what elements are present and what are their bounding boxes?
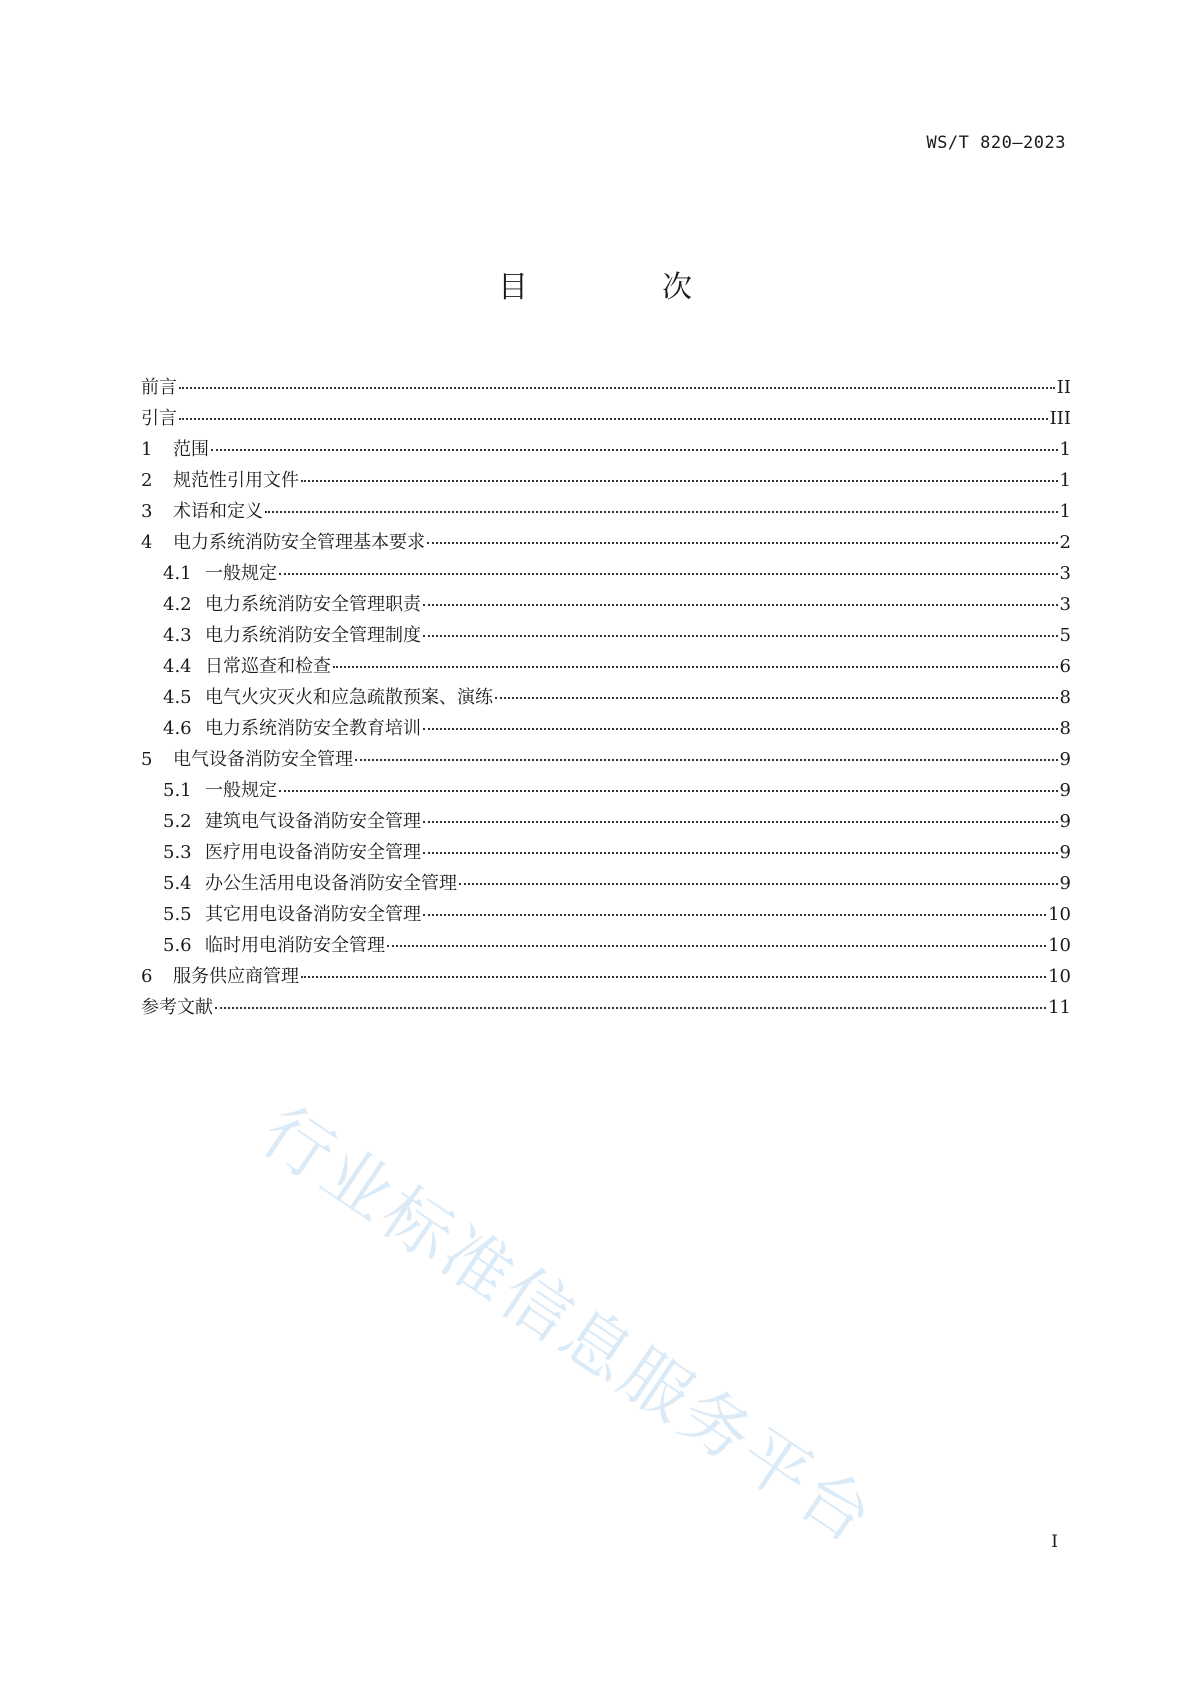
toc-entry-label: 术语和定义 bbox=[173, 501, 263, 522]
toc-entry-number: 4 bbox=[141, 532, 153, 553]
toc-entry-number: 5.4 bbox=[163, 873, 192, 894]
toc-entry-number: 4.5 bbox=[163, 687, 192, 708]
toc-leader-dots bbox=[279, 790, 1058, 792]
toc-leader-dots bbox=[333, 666, 1058, 668]
toc-entry[interactable] bbox=[141, 465, 1071, 496]
toc-entry-page: 10 bbox=[1048, 904, 1071, 925]
toc-leader-dots bbox=[423, 604, 1058, 606]
toc-leader-dots bbox=[279, 573, 1058, 575]
toc-entry-number: 4.1 bbox=[163, 563, 192, 584]
toc-entry[interactable] bbox=[141, 868, 1071, 899]
toc-entry[interactable] bbox=[141, 651, 1071, 682]
toc-entry-label: 引言 bbox=[141, 408, 177, 429]
toc-leader-dots bbox=[423, 852, 1058, 854]
toc-entry-number: 4.3 bbox=[163, 625, 192, 646]
toc-leader-dots bbox=[423, 914, 1046, 916]
toc-entry-label: 办公生活用电设备消防安全管理 bbox=[205, 873, 457, 894]
toc-entry-page: 9 bbox=[1059, 873, 1071, 894]
toc-leader-dots bbox=[423, 821, 1058, 823]
toc-entry-page: 10 bbox=[1048, 935, 1071, 956]
toc-entry-page: 8 bbox=[1059, 687, 1071, 708]
toc-leader-dots bbox=[215, 1007, 1046, 1009]
toc-entry-label: 医疗用电设备消防安全管理 bbox=[205, 842, 421, 863]
toc-entry-page: II bbox=[1056, 377, 1071, 398]
toc-entry[interactable] bbox=[141, 899, 1071, 930]
toc-entry-label: 电力系统消防安全管理职责 bbox=[205, 594, 421, 615]
toc-entry-label: 建筑电气设备消防安全管理 bbox=[205, 811, 421, 832]
toc-entry-number: 4.4 bbox=[163, 656, 192, 677]
toc-entry[interactable] bbox=[141, 372, 1071, 403]
toc-leader-dots bbox=[179, 387, 1055, 389]
toc-entry-page: 9 bbox=[1059, 749, 1071, 770]
toc-entry-number: 6 bbox=[141, 966, 153, 987]
toc-entry-label: 服务供应商管理 bbox=[173, 966, 299, 987]
toc-entry[interactable] bbox=[141, 403, 1071, 434]
toc-leader-dots bbox=[355, 759, 1058, 761]
toc-entry-page: 9 bbox=[1059, 780, 1071, 801]
table-of-contents bbox=[141, 372, 1071, 1023]
toc-leader-dots bbox=[427, 542, 1058, 544]
toc-entry-number: 5.3 bbox=[163, 842, 192, 863]
toc-entry-page: 9 bbox=[1059, 811, 1071, 832]
toc-entry[interactable] bbox=[141, 961, 1071, 992]
toc-entry-page: 3 bbox=[1059, 563, 1071, 584]
toc-entry-label: 电力系统消防安全管理基本要求 bbox=[173, 532, 425, 553]
toc-entry-label: 电气火灾灭火和应急疏散预案、演练 bbox=[205, 687, 493, 708]
toc-entry-label: 一般规定 bbox=[205, 563, 277, 584]
toc-entry-page: 1 bbox=[1059, 501, 1071, 522]
toc-leader-dots bbox=[423, 728, 1058, 730]
toc-entry-label: 参考文献 bbox=[141, 997, 213, 1018]
toc-entry[interactable] bbox=[141, 713, 1071, 744]
toc-entry-page: III bbox=[1049, 408, 1071, 429]
toc-entry-label: 一般规定 bbox=[205, 780, 277, 801]
toc-entry-number: 3 bbox=[141, 501, 153, 522]
toc-entry-number: 5.5 bbox=[163, 904, 192, 925]
toc-entry[interactable] bbox=[141, 558, 1071, 589]
toc-entry[interactable] bbox=[141, 434, 1071, 465]
toc-entry[interactable] bbox=[141, 930, 1071, 961]
toc-entry[interactable] bbox=[141, 620, 1071, 651]
toc-entry-page: 1 bbox=[1059, 470, 1071, 491]
toc-entry-page: 8 bbox=[1059, 718, 1071, 739]
toc-entry-label: 前言 bbox=[141, 377, 177, 398]
toc-entry-label: 其它用电设备消防安全管理 bbox=[205, 904, 421, 925]
toc-entry-label: 范围 bbox=[173, 439, 209, 460]
toc-entry[interactable] bbox=[141, 837, 1071, 868]
toc-entry-page: 11 bbox=[1048, 997, 1071, 1018]
toc-entry-number: 5.1 bbox=[163, 780, 192, 801]
toc-entry-page: 2 bbox=[1059, 532, 1071, 553]
toc-leader-dots bbox=[495, 697, 1058, 699]
toc-entry-number: 4.6 bbox=[163, 718, 192, 739]
toc-entry-page: 5 bbox=[1059, 625, 1071, 646]
watermark: 行业标准信息服务平台 bbox=[247, 1092, 889, 1561]
toc-entry-number: 5 bbox=[141, 749, 153, 770]
toc-entry-number: 4.2 bbox=[163, 594, 192, 615]
toc-entry-label: 电气设备消防安全管理 bbox=[173, 749, 353, 770]
page-number: I bbox=[1051, 1532, 1058, 1552]
toc-entry[interactable] bbox=[141, 744, 1071, 775]
toc-entry-page: 10 bbox=[1048, 966, 1071, 987]
toc-entry-label: 日常巡查和检查 bbox=[205, 656, 331, 677]
toc-entry-label: 电力系统消防安全教育培训 bbox=[205, 718, 421, 739]
toc-title: 目 次 bbox=[498, 270, 744, 305]
toc-entry[interactable] bbox=[141, 589, 1071, 620]
toc-entry-label: 规范性引用文件 bbox=[173, 470, 299, 491]
toc-leader-dots bbox=[301, 976, 1046, 978]
toc-entry[interactable] bbox=[141, 806, 1071, 837]
toc-leader-dots bbox=[265, 511, 1058, 513]
toc-leader-dots bbox=[211, 449, 1058, 451]
toc-entry[interactable] bbox=[141, 496, 1071, 527]
toc-entry-page: 9 bbox=[1059, 842, 1071, 863]
toc-entry-page: 1 bbox=[1059, 439, 1071, 460]
toc-entry-number: 1 bbox=[141, 439, 153, 460]
toc-entry[interactable] bbox=[141, 527, 1071, 558]
toc-entry[interactable] bbox=[141, 775, 1071, 806]
toc-entry-label: 电力系统消防安全管理制度 bbox=[205, 625, 421, 646]
toc-leader-dots bbox=[423, 635, 1058, 637]
toc-entry[interactable] bbox=[141, 682, 1071, 713]
document-code: WS/T 820—2023 bbox=[926, 133, 1066, 153]
toc-entry-number: 5.6 bbox=[163, 935, 192, 956]
toc-entry[interactable] bbox=[141, 992, 1071, 1023]
toc-entry-number: 5.2 bbox=[163, 811, 192, 832]
toc-entry-label: 临时用电消防安全管理 bbox=[205, 935, 385, 956]
toc-entry-number: 2 bbox=[141, 470, 153, 491]
toc-entry-page: 3 bbox=[1059, 594, 1071, 615]
toc-leader-dots bbox=[179, 418, 1048, 420]
toc-leader-dots bbox=[387, 945, 1046, 947]
toc-leader-dots bbox=[459, 883, 1058, 885]
toc-leader-dots bbox=[301, 480, 1058, 482]
toc-entry-page: 6 bbox=[1059, 656, 1071, 677]
